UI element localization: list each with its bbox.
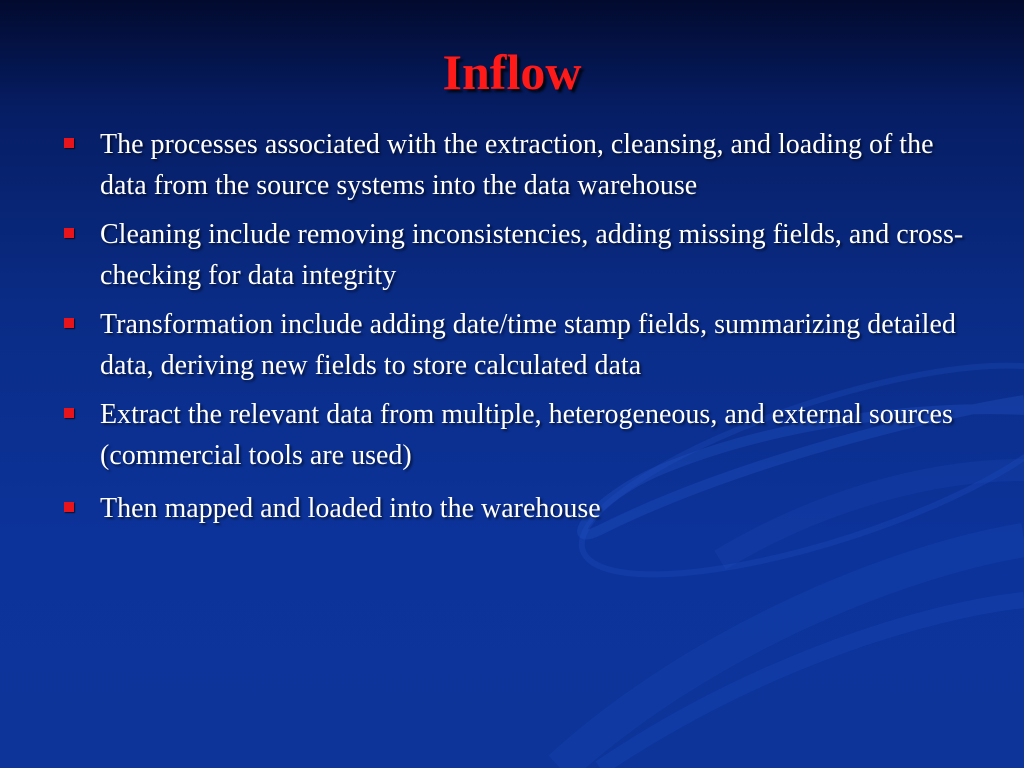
square-bullet-icon [64, 138, 74, 148]
bullet-text: Then mapped and loaded into the warehouse [100, 493, 601, 524]
bullet-text: Transformation include adding date/time stamp fields, summarizing detailed data, deriving new fields to store calculated data [100, 309, 956, 381]
bullet-item [60, 304, 970, 386]
bullet-text: Cleaning include removing inconsistencies, adding missing fields, and cross-checking for data integrity [100, 219, 964, 291]
square-bullet-icon [64, 318, 74, 328]
bullet-text: Extract the relevant data from multiple, heterogeneous, and external sources (commercial tools are used) [100, 399, 953, 471]
bullet-item [60, 124, 970, 206]
bullet-text: The processes associated with the extraction, cleansing, and loading of the data from the source systems into the data warehouse [100, 129, 934, 201]
square-bullet-icon [64, 408, 74, 418]
square-bullet-icon [64, 502, 74, 512]
bullet-item [60, 214, 970, 296]
bullet-item [60, 488, 970, 529]
square-bullet-icon [64, 228, 74, 238]
bullet-list [60, 124, 970, 537]
bullet-item [60, 394, 970, 476]
slide-title: Inflow [442, 44, 582, 100]
